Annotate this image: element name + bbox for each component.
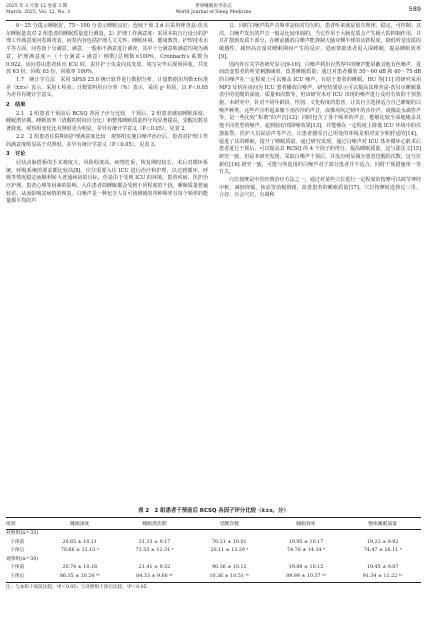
group-row xyxy=(6,556,421,565)
group-row xyxy=(6,530,421,539)
table-cell: 74.47 ± 16.11 ᵃ xyxy=(363,548,402,554)
table-row xyxy=(6,547,421,556)
table-note: 注：与本组干预前比较，ᵃP＜0.05；与对照组干预后比较，ᵇP＜0.05 xyxy=(6,584,147,590)
left-column xyxy=(6,23,208,206)
paragraph: 音，同时白噪声的声音频率是相对均匀的，患者听来就是很有规律、稳定、可控制；其次，白噪声发出的声音一般是比较单调的，当它作用于大脑皮质会产生极大的抑制作用，并且扩散到皮质下部分，在睡前播放白噪声能抑制大脑双侧半球的活跃程度，降低听觉皮质的敏感性，减轻高音量对睡眠期间产生的反应，进而帮助患者进入深睡眠，提高睡眠效率[9]。 xyxy=(219,23,421,60)
paragraph: 2.1 2 组患者干预前后 RCSQ 各因子评分比较 干预后，2 组患者感知睡眠深度、睡眠潜伏期、睡眠效率（清醒的时间百分比）和整体睡眠质量得分均显著提高，觉醒次数显著降低，观察组变化比对照组更为明显，差异有统计学意义（P＜0.05）。见表 2。 xyxy=(6,110,208,133)
table-cell: 84.33 ± 9.66 ᵃᵇ xyxy=(118,573,191,582)
group-label: 观察组(n＝30) xyxy=(6,556,39,562)
table-cell: 10.36 ± 10.51 ᵃᵇ xyxy=(191,573,268,582)
table-cell: 19.95 ± 10.17 xyxy=(288,539,324,545)
table-cell: 19.45 ± 9.87 xyxy=(366,565,399,571)
column-header: 整体睡眠质量 xyxy=(344,518,421,530)
table-cell: 20.74 ± 10.18 xyxy=(62,565,98,571)
table-cell: 74.78 ± 14.34 ᵃ xyxy=(287,548,325,554)
table-cell: 21.41 ± 9.32 xyxy=(138,565,171,571)
paragraph: 国内外有关学者研究显示[9-10]，白噪声利用自然界中的噪声能屏蔽其他有色噪声，进而改变患者的听觉刺激阈值，改善睡眠质量；通过对患者播放 50～60 dB 和 60～75 dB 的白噪声在一定程度上可以掩盖 ICU 噪声，有助于患者的睡眠。HU 等[11] 的研究采用 MP3 耳机在夜间为 ICU 患者播放白噪声，研究结果显示可以提高其理查兹-茨贝尔睡眠量表中的觉醒的深度、质量和次数等，但该研究未对 ICU 出现的噪声进行及时有效的干预措施。本研究中，针对不同年龄段、性别、文化程度的患者，让其自主选择适合自己睡眠的白噪声种类，这些声音听起来像下雨沙沙的声音，或像风吹过树叶的沙沙声，或像流水滴答声等，是一些比较“和谐”的声音[12]；同时包含了各个频率的声音，能够比较全面地掩盖其他不同类型的噪声，起到较好的降噪效果[13]，并能够在一定程度上降低 ICU 环境中的仪器报警、医护人员说话声等声音，让患者感受自己所处的环境是相对安全和舒适的[14]，促进了其的睡眠，提升了睡眠质量。通过研究发现，通过白噪声对 ICU 体外循环心脏术后患者进行干预后，可以提高其 RCSQ 的 4 个因子的得分，提高睡眠质量，这与邵乐文[15] 研究一致。但是本研究发现，采取白噪声干预后，并没有明显减少患者觉醒的次数，这与位新红[16] 研究一致，可能与所选用的白噪声对于部分患者并不适合，同时干预措施单一等有关。 xyxy=(219,61,421,176)
table-cell: 86.35 ± 10.24 ᵃᵇ xyxy=(41,573,118,582)
journal-title: 世界睡眠医学杂志 World Journal of Sleep Medicine xyxy=(175,4,252,15)
table-title: 表 2 2 组患者干预前后 RCSQ 各因子评分比较（x̄±s，分） xyxy=(138,508,289,514)
table-cell: 20.65 ± 10.11 xyxy=(62,539,98,545)
row-label: 干预后 xyxy=(6,573,41,582)
table-cell: 70.21 ± 10.01 xyxy=(212,539,247,545)
table-header-row xyxy=(6,518,421,530)
column-header: 睡眠效率 xyxy=(268,518,345,530)
table-cell: 70.66 ± 12.13 ᵃ xyxy=(60,548,99,554)
group-label: 对照组(n＝33) xyxy=(6,531,39,536)
column-header: 组别 xyxy=(6,518,41,530)
right-column xyxy=(219,23,421,200)
table-cell: 19.88 ± 10.12 xyxy=(288,565,324,571)
table-2 xyxy=(6,507,421,591)
section-heading: 3 讨论 xyxy=(6,151,26,158)
column-header: 睡眠深度 xyxy=(41,518,118,530)
table-row xyxy=(6,539,421,548)
table-cell: 90.36 ± 10.12 xyxy=(212,565,247,571)
row-label: 干预前 xyxy=(10,539,25,545)
table-cell: 20.11 ± 13.29 ᵃ xyxy=(210,548,249,554)
paragraph: 穴位按摩是中医经典治疗方法之一，通过对某些穴位进行一定程度的按摩可以调节神经中枢，减轻抑郁、焦虑等消极情绪，改善患者的睡眠质量[17]。穴位按摩时选择足三里、合谷、百会穴位，有调和 xyxy=(219,177,421,199)
table-body xyxy=(6,530,421,583)
table-cell: 21.33 ± 9.17 xyxy=(138,539,171,545)
paragraph: 0～25 分提示睡眠好，75～100 分表示睡眠良好；连续干预 3 d 后采用理查兹-茨贝尔睡眠量表对 2 组患者的睡眠质量进行测量。2）护理工作满意度：采用本院自行设计的护理工作满意度问卷调查表，问卷内容包括护理人文关怀、睡眠环境、健康教育、护理技术水平等方面，问卷按十分满意、满意、一般和不满意进行调查，其中十分满意和满意均视为满意，护理满意度＝（十分满意＋满意）例数/总例数×100%，Cronbach's 系数为 0.922，该问卷由患者转出 ICU 时，责任护士负责向其发放、填写完毕后现场回收，共发放 63 份，回收 63 份，回收率 100%。 xyxy=(6,23,208,76)
row-label: 干预前 xyxy=(10,565,25,571)
journal-header xyxy=(6,4,421,21)
table-cell: 19.23 ± 9.92 xyxy=(366,539,399,545)
paragraph: 2.2 2 组患者住院期间护理满意度比较 观察组实施白噪声治疗后，患者对护理工作的满意度明显高于对照组，差异有统计学意义（P＜0.05）。见表 3。 xyxy=(6,133,208,148)
column-header: 睡眠潜伏期 xyxy=(118,518,191,530)
row-label: 干预后 xyxy=(10,548,25,554)
table-cell: 71.53 ± 12.31 ᵃ xyxy=(135,548,174,554)
section-heading: 2 结果 xyxy=(6,102,26,109)
column-header: 觉醒次数 xyxy=(191,518,268,530)
page-number: 589 xyxy=(408,5,421,13)
table-cell: 89.99 ± 10.37 ᵃᵇ xyxy=(268,573,345,582)
paragraph: 冠状动脉搭桥的手术难度大，风险程度高，病情危重，恢复期时较长，术后对循环系统、呼吸系统的要求都比较高[8]，往往需要入住 ICU 进行治疗和护理，以达到循环、呼吸等情况稳定而顺利转入普通病房的目标。但是由于受到 ICU 的环境、患者疾病、医护治疗护理、患者心理等因素的影响，入住患者的睡眠都会受到不同程度的干扰，睡眠质量普遍较差，从而影响其病情的恢复。白噪声是一种包含人耳可侦测到的各种频率且每个频率的能量都平均的声 xyxy=(6,159,208,205)
issue-info: 2025 年 3 月第 12 卷第 3 期 March. 2025, Vol. 12, No. 3 xyxy=(6,4,71,15)
rcsq-table xyxy=(6,517,421,583)
paragraph: 1.7 统计学方法 采用 SPSS 25.0 统计软件进行数据分析，计量数据用均数±标准差（x̄±s）表示，采用 t 检验；计数资料用百分率（%）表示，采用 χ² 检验，以 P＜0.05 为差异有统计学意义。 xyxy=(6,76,208,99)
table-row xyxy=(6,573,421,582)
table-cell: 91.34 ± 11.22 ᵃᵇ xyxy=(344,573,421,582)
table-row xyxy=(6,564,421,573)
